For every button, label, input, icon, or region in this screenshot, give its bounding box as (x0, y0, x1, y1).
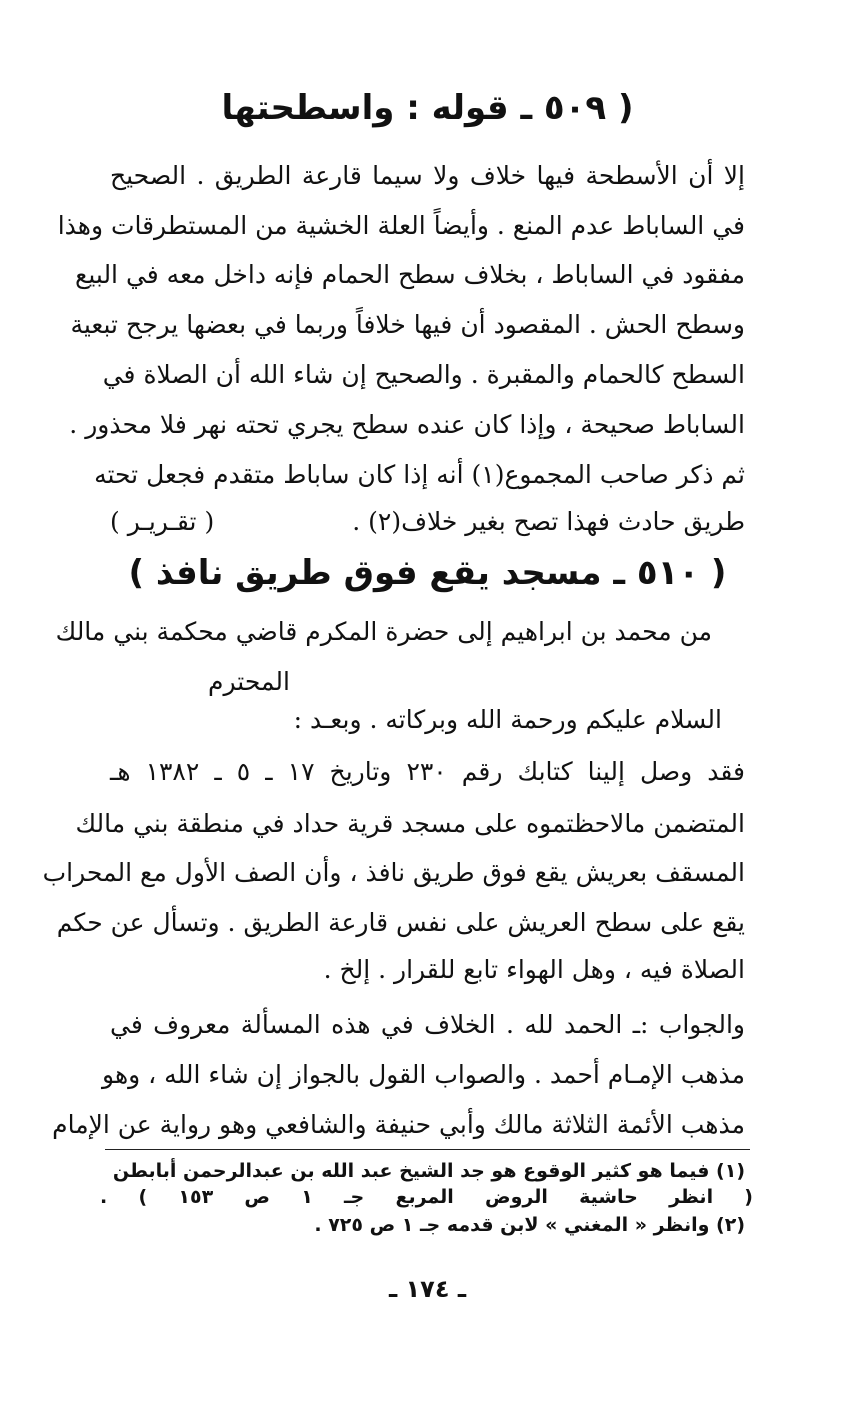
body-line: السطح كالحمام والمقبرة . والصحيح إن شاء الله أن الصلاة في (102, 360, 745, 389)
body-line: إلا أن الأسطحة فيها خلاف ولا سيما قارعة الطريق . الصحيح (110, 161, 745, 190)
body-line: الساباط صحيحة ، وإذا كان عنده سطح يجري تحته نهر فلا محذور . (69, 410, 745, 439)
section-heading-510: ( ٥١٠ ـ مسجد يقع فوق طريق نافذ ) (128, 553, 727, 593)
body-line: في الساباط عدم المنع . وأيضاً العلة الخشية من المستطرقات وهذا (57, 211, 745, 240)
letter-greeting: السلام عليكم ورحمة الله وبركاته . وبعـد : (293, 705, 722, 734)
body-line-last (110, 502, 745, 542)
footnote-divider (105, 1149, 750, 1150)
body-line: فقد وصل إلينا كتابك رقم ٢٣٠ وتاريخ ١٧ ـ ٥ ـ ١٣٨٢ هـ (110, 757, 746, 786)
body-line: الصلاة فيه ، وهل الهواء تابع للقرار . إلخ . (323, 955, 745, 984)
body-line: مفقود في الساباط ، بخلاف سطح الحمام فإنه داخل معه في البيع (75, 260, 745, 289)
body-line: والجواب :ـ الحمد لله . الخلاف في هذه المسألة معروف في (110, 1010, 745, 1039)
body-line: مذهب الإمـام أحمد . والصواب القول بالجواز إن شاء الله ، وهو (102, 1060, 745, 1089)
body-line: مذهب الأئمة الثلاثة مالك وأبي حنيفة والشافعي وهو رواية عن الإمام (52, 1110, 745, 1139)
footnote-2: (٢) وانظر « المغني » لابن قدمه جـ ١ ص ٧٢٥ . (314, 1214, 745, 1236)
body-line: المسقف بعريش يقع فوق طريق نافذ ، وأن الصف الأول مع المحراب (42, 858, 745, 887)
section-heading-509: ( ٥٠٩ ـ قوله : واسطحتها (221, 88, 634, 128)
footnote-1-ref: ( انظر حاشية الروض المربع جـ ١ ص ١٥٣ ) . (100, 1186, 753, 1208)
footnote-1: (١) فيما هو كثير الوقوع هو جد الشيخ عبد الله بن عبدالرحمن أبابطن (112, 1160, 745, 1182)
body-line: يقع على سطح العريش على نفس قارعة الطريق . وتسأل عن حكم (56, 908, 745, 937)
letter-from-line: من محمد بن ابراهيم إلى حضرة المكرم قاضي محكمة بني مالك (55, 617, 712, 646)
page-number: ـ ١٧٤ ـ (388, 1275, 467, 1303)
body-line-text: طريق حادث فهذا تصح بغير خلاف(٢) . (352, 507, 745, 536)
body-line: المتضمن مالاحظتموه على مسجد قرية حداد في منطقة بني مالك (75, 809, 745, 838)
body-line: ثم ذكر صاحب المجموع(١) أنه إذا كان ساباط متقدم فجعل تحته (94, 460, 745, 489)
source-tag: ( تقـريـر ) (110, 507, 215, 536)
body-line: وسطح الحش . المقصود أن فيها خلافاً وربما في بعضها يرجح تبعية (70, 310, 745, 339)
letter-addressee: المحترم (208, 667, 290, 696)
